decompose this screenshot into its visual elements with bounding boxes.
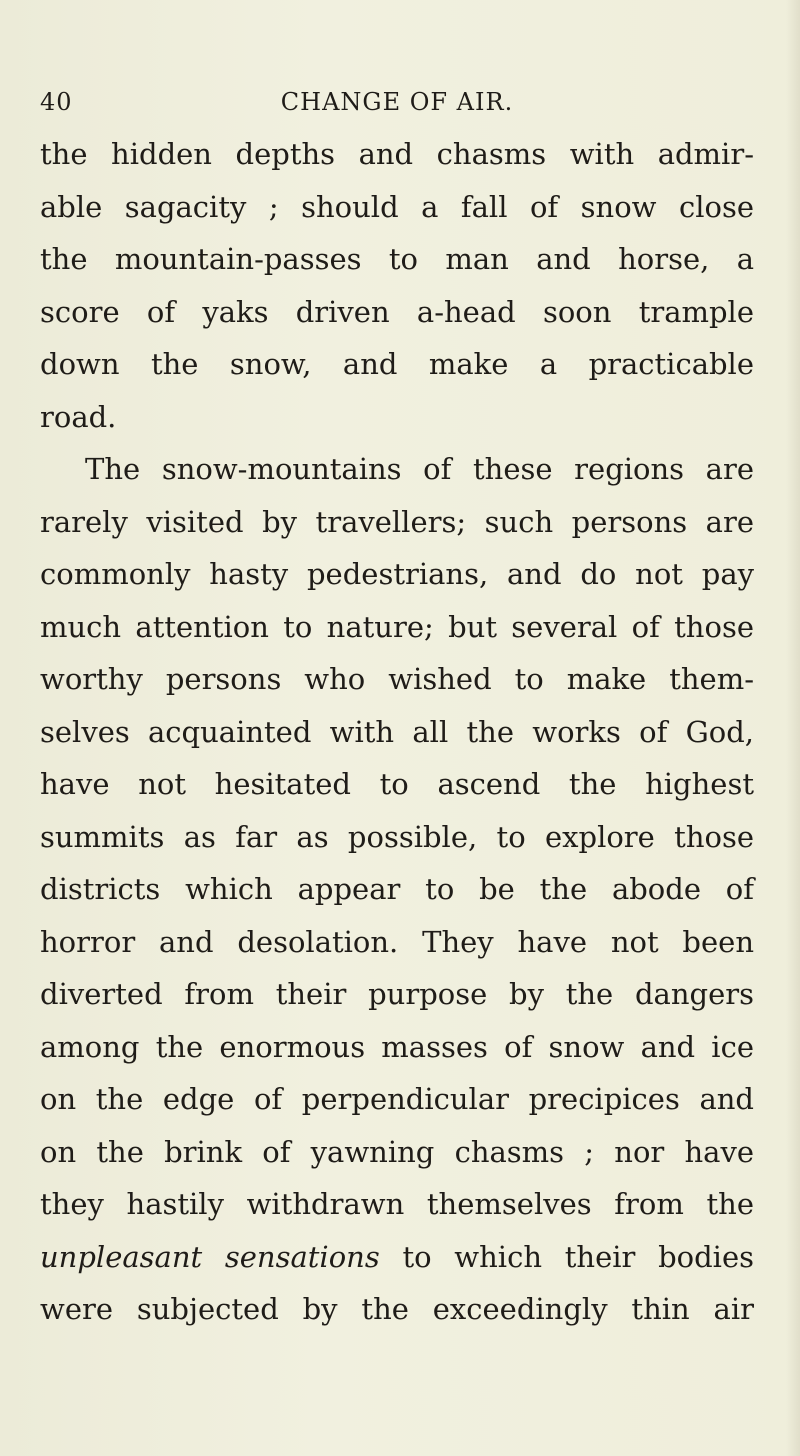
text-line: summits as far as possible, to explore those bbox=[40, 819, 754, 854]
page-edge-shadow bbox=[786, 0, 800, 1456]
italic-phrase: unpleasant sensations bbox=[40, 1239, 380, 1274]
text-line: were subjected by the exceedingly thin air bbox=[40, 1292, 754, 1326]
text-line: on the brink of yawning chasms ; nor have bbox=[40, 1134, 754, 1169]
text-line: able sagacity ; should a fall of snow close bbox=[40, 189, 754, 224]
text-line: they hastily withdrawn themselves from the bbox=[40, 1187, 754, 1221]
text-line: on the edge of perpendicular precipices and bbox=[40, 1082, 754, 1116]
text-line: among the enormous masses of snow and ice bbox=[40, 1029, 754, 1064]
text-line: diverted from their purpose by the dangers bbox=[40, 977, 754, 1011]
text-line: worthy persons who wished to make them- bbox=[40, 662, 754, 696]
text-line: the mountain-passes to man and horse, a bbox=[40, 242, 754, 276]
text-line: down the snow, and make a practicable bbox=[40, 347, 754, 381]
text-line: rarely visited by travellers; such persons are bbox=[40, 504, 754, 539]
text-line: commonly hasty pedestrians, and do not pay bbox=[40, 557, 754, 591]
text-line: much attention to nature; but several of those bbox=[40, 609, 754, 644]
text-line-italic-phrase bbox=[40, 1231, 754, 1284]
text-line: The snow-mountains of these regions are bbox=[85, 452, 754, 486]
text-line: score of yaks driven a-head soon trample bbox=[40, 294, 754, 329]
text-line: road. bbox=[40, 399, 117, 434]
body-text bbox=[40, 128, 754, 1336]
text-line: have not hesitated to ascend the highest bbox=[40, 767, 754, 801]
text-line: horror and desolation. They have not been bbox=[40, 924, 754, 959]
line-continuation: to which their bodies bbox=[379, 1239, 755, 1274]
text-line: the hidden depths and chasms with admir- bbox=[40, 137, 754, 171]
text-line: selves acquainted with all the works of God, bbox=[40, 714, 754, 749]
running-title: CHANGE OF AIR. bbox=[280, 88, 514, 116]
page-header bbox=[40, 80, 754, 124]
text-line: districts which appear to be the abode of bbox=[40, 872, 754, 906]
page-number: 40 bbox=[40, 88, 73, 116]
